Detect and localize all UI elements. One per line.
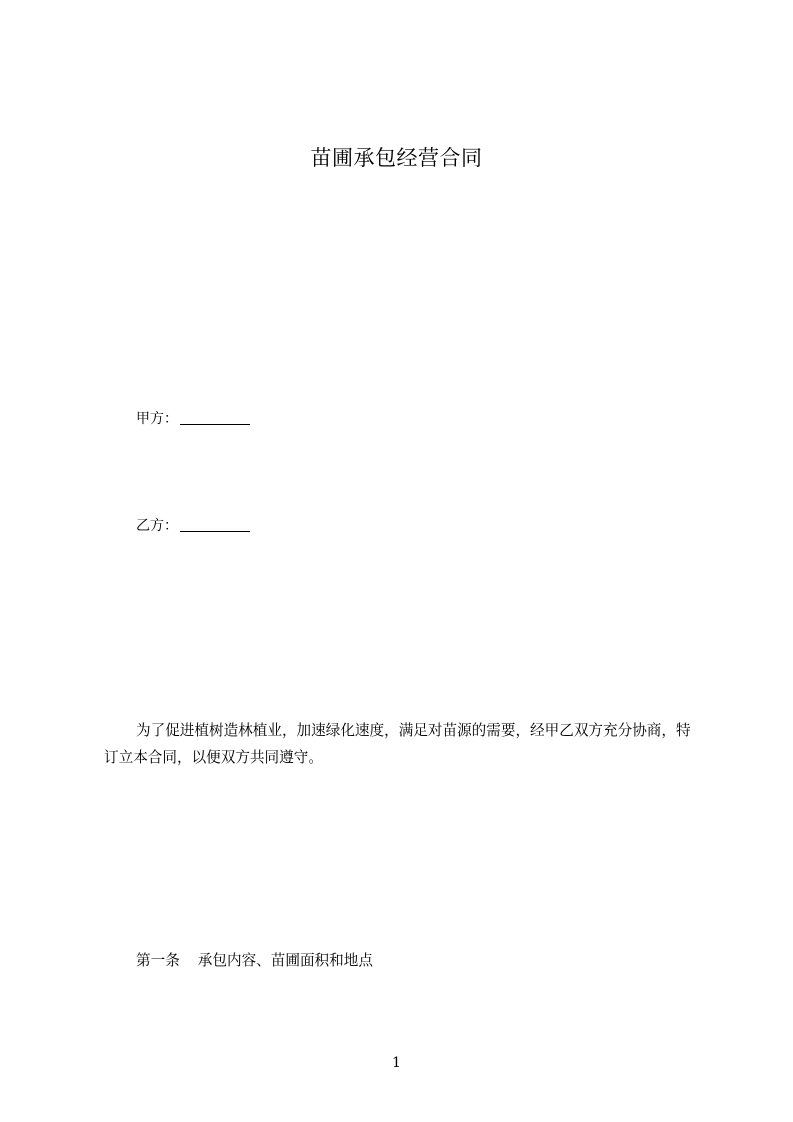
party-b-line (136, 515, 250, 535)
document-title: 苗圃承包经营合同 (310, 146, 483, 170)
party-a-line (136, 408, 250, 428)
party-b-blank (180, 517, 250, 532)
article-1-title: 承包内容、苗圃面积和地点 (197, 952, 373, 969)
intro-paragraph: 为了促进植树造林植业，加速绿化速度，满足对苗源的需要，经甲乙双方充分协商，特订立本合同，以便双方共同遵守。 (104, 722, 691, 766)
party-a-label: 甲方： (136, 411, 178, 427)
article-1-number: 第一条 (136, 952, 180, 969)
party-b-label: 乙方： (136, 518, 178, 534)
page-number: 1 (392, 1055, 401, 1071)
article-1-heading (136, 949, 373, 970)
party-a-blank (180, 410, 250, 425)
